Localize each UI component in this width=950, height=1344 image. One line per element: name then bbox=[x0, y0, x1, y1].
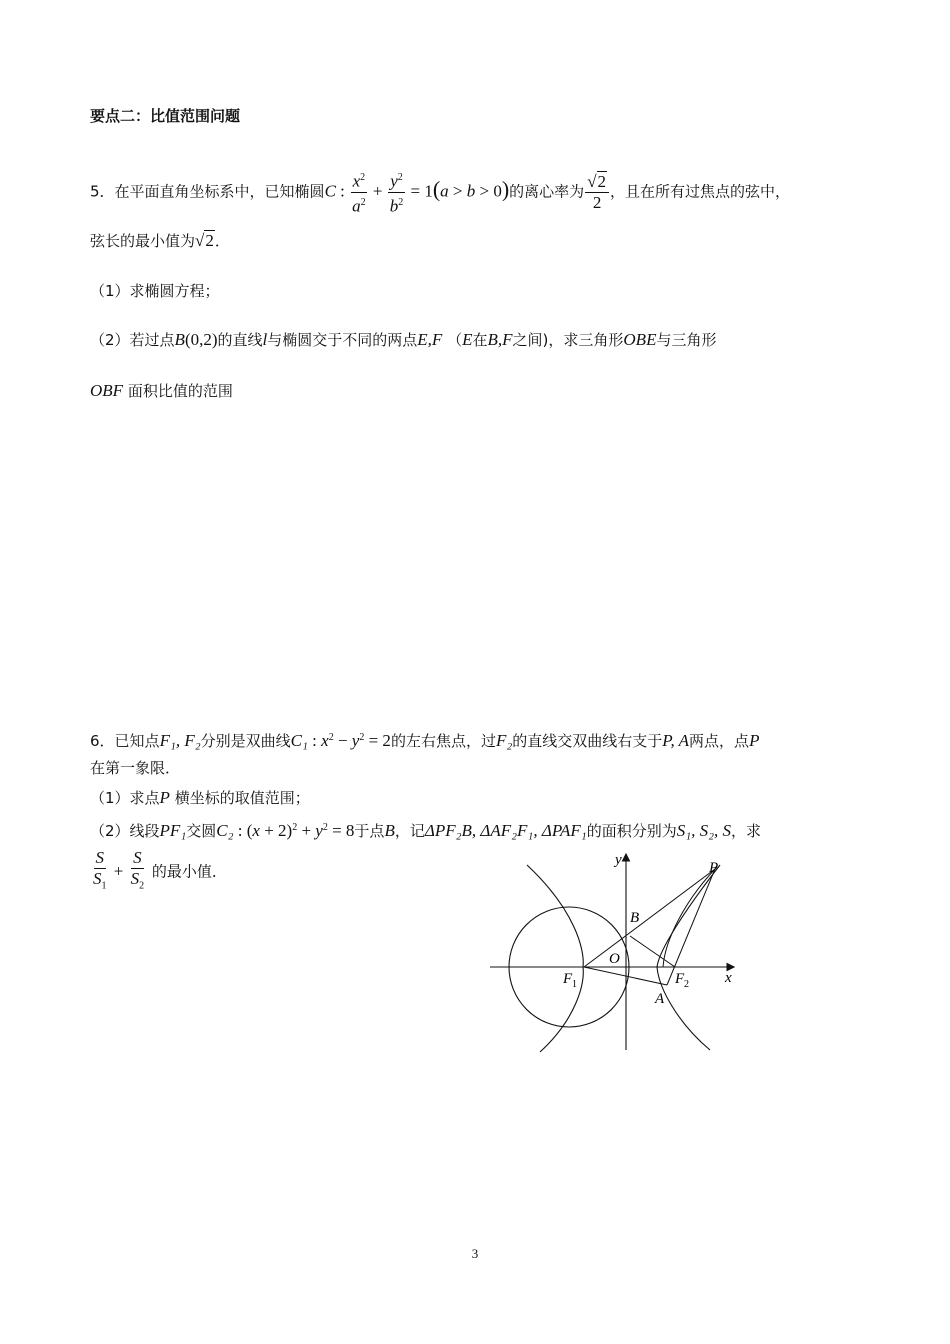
hyperbola-circle-figure bbox=[485, 850, 765, 1060]
page-number: 3 bbox=[471, 1246, 479, 1261]
problem5-part2: （2）若过点B(0,2)的直线l与椭圆交于不同的两点E,F （E在B,F之间)，求三角形OBE与三角形 bbox=[90, 330, 717, 349]
section-heading: 要点二：比值范围问题 bbox=[90, 107, 241, 125]
problem5-part2-continued: OBF 面积比值的范围 bbox=[90, 381, 233, 400]
fraction-s-s2: $\frac{S}{S_2}$ bbox=[130, 848, 145, 892]
label-x: x bbox=[725, 970, 732, 986]
problem6-line2: 在第一象限． bbox=[90, 759, 181, 777]
problem6-number: 6． bbox=[90, 732, 115, 750]
fraction-x2-a2: $\frac{x^2}{a^2}$ bbox=[350, 168, 368, 216]
inner-curve bbox=[663, 867, 717, 967]
label-b: B bbox=[630, 910, 640, 926]
problem6-part1: （1）求点P 横坐标的取值范围； bbox=[90, 788, 310, 807]
label-f2: F bbox=[675, 971, 685, 987]
problem5-line2: 弦长的最小值为√2． bbox=[90, 231, 230, 250]
label-f1-sub: 1 bbox=[572, 979, 577, 990]
problem5-part1: （1）求椭圆方程； bbox=[90, 282, 220, 300]
problem5-line1: 5．在平面直角坐标系中，已知椭圆C : $\frac{x^2}{a^2}$ + $\frac{y^2}{b^2}$ = 1(a > b > 0)的离心率为 $\frac{√2}{2}$ ，且在所有过焦点的弦中， bbox=[90, 168, 790, 216]
ellipse-name: C bbox=[324, 181, 336, 201]
problem5-number: 5． bbox=[90, 182, 115, 201]
hyperbola-left-branch bbox=[527, 865, 583, 1052]
sqrt2: √2 bbox=[195, 231, 214, 250]
fraction-y2-b2: $\frac{y^2}{b^2}$ bbox=[388, 168, 406, 216]
problem6-min-expression: $\frac{S}{S_1}$ + $\frac{S}{S_2}$ 的最小值． bbox=[90, 848, 227, 896]
fraction-sqrt2-over-2: $\frac{√2}{2}$ bbox=[585, 172, 609, 213]
problem6-line1: 6．已知点F₁, F₂分别是双曲线C₁ : $x^2 - y^2 = 2$的左右焦点，过F₂的直线交双曲线右支于P, A两点，点P bbox=[90, 731, 760, 750]
label-p: P bbox=[709, 860, 719, 876]
fraction-s-s1: $\frac{S}{S_1}$ bbox=[93, 848, 107, 892]
label-o: O bbox=[609, 951, 620, 967]
label-f1: F bbox=[563, 971, 573, 987]
label-y: y bbox=[615, 852, 622, 868]
label-f2-sub: 2 bbox=[684, 979, 689, 990]
label-a: A bbox=[655, 991, 665, 1007]
hyperbola-right-branch bbox=[657, 865, 720, 1050]
problem6-part2: （2）线段PF₁交圆C₂ : $(x + 2)^2 + y^2 = 8$于点B，记ΔPF₂B, ΔAF₂F₁, ΔPAF₁的面积分别为S₁, S₂, S，求 bbox=[90, 821, 762, 840]
